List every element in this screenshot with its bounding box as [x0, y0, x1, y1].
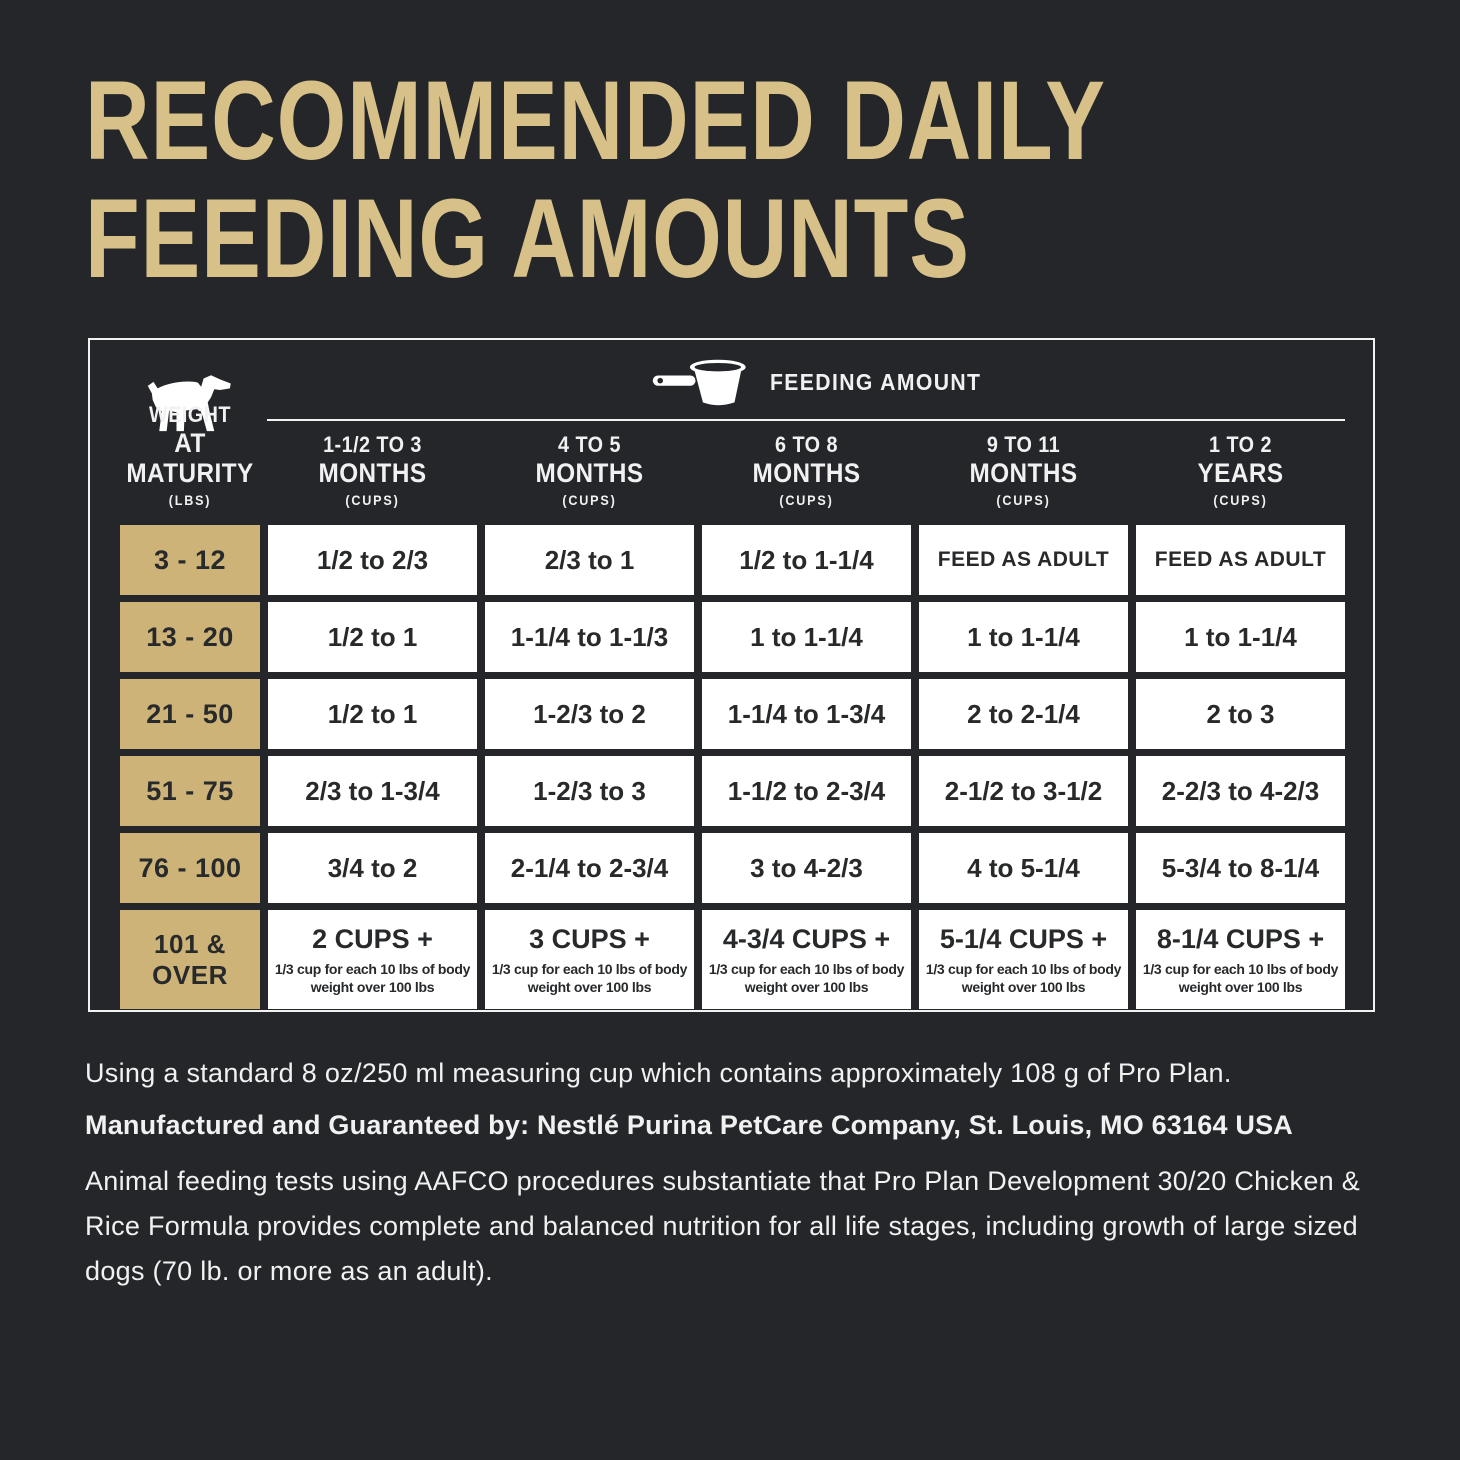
feeding-table-frame	[88, 338, 1375, 1012]
column-header-2	[495, 428, 683, 518]
page-title-line1: RECOMMENDED DAILY	[85, 58, 1106, 183]
feeding-value-cell: 2-2/3 to 4-2/3	[1136, 756, 1345, 826]
feeding-value-cell: 1 to 1-1/4	[1136, 602, 1345, 672]
feeding-value-cell: 2/3 to 1-3/4	[268, 756, 477, 826]
feeding-value-cell: 1/2 to 1-1/4	[702, 525, 911, 595]
feeding-value-cell: 2-1/2 to 3-1/2	[919, 756, 1128, 826]
feeding-value-cell: 1/2 to 1	[268, 679, 477, 749]
column-header-unit: (CUPS)	[562, 492, 617, 508]
column-header-3	[712, 428, 900, 518]
feeding-value-cell	[919, 910, 1128, 1009]
feeding-value-cell: 1-2/3 to 3	[485, 756, 694, 826]
cups-amount: 3 CUPS +	[529, 924, 650, 954]
feeding-table	[120, 402, 1345, 1009]
column-header-age: 6 TO 8	[775, 432, 838, 457]
feeding-amount-header	[650, 356, 1000, 408]
column-header-unit: (CUPS)	[779, 492, 834, 508]
feeding-value-cell: 1 to 1-1/4	[919, 602, 1128, 672]
column-header-period: MONTHS	[535, 458, 644, 488]
column-header-unit: (CUPS)	[345, 492, 400, 508]
feeding-value-cell: 2 to 3	[1136, 679, 1345, 749]
feeding-value-cell: 1/2 to 1	[268, 602, 477, 672]
feeding-value-cell	[485, 910, 694, 1009]
weight-range-cell: 13 - 20	[120, 602, 260, 672]
feeding-value-cell: 1-1/4 to 1-3/4	[702, 679, 911, 749]
weight-header-unit: (LBS)	[168, 492, 212, 508]
cups-amount: 8-1/4 CUPS +	[1156, 924, 1325, 954]
feeding-value-cell	[268, 910, 477, 1009]
cups-amount: 5-1/4 CUPS +	[939, 924, 1108, 954]
measuring-cup-icon	[650, 356, 754, 408]
cups-note: 1/3 cup for each 10 lbs of body weight over 100 lbs	[925, 961, 1122, 995]
cups-note: 1/3 cup for each 10 lbs of body weight over 100 lbs	[491, 961, 688, 995]
cups-note: 1/3 cup for each 10 lbs of body weight over 100 lbs	[708, 961, 905, 995]
page-title-line2: FEEDING AMOUNTS	[85, 176, 970, 301]
aafco-statement: Animal feeding tests using AAFCO procedures substantiate that Pro Plan Development 30/20 Chicken & Rice Formula provides complete and balanced nutrition for all life stages, including growth of large sized dogs (70 lb. or more as an adult).	[85, 1166, 1361, 1286]
feeding-value-cell: 2/3 to 1	[485, 525, 694, 595]
weight-column-header	[126, 402, 254, 518]
weight-range-cell: 3 - 12	[120, 525, 260, 595]
footer-notes	[85, 1058, 1381, 1294]
weight-range-cell: 21 - 50	[120, 679, 260, 749]
column-header-5	[1146, 428, 1334, 518]
column-header-age: 1-1/2 TO 3	[323, 432, 422, 457]
weight-range-line1: 101 &	[154, 928, 226, 959]
weight-range-cell: 76 - 100	[120, 833, 260, 903]
cups-amount: 4-3/4 CUPS +	[722, 924, 891, 954]
feeding-value-cell: 1-1/2 to 2-3/4	[702, 756, 911, 826]
column-header-period: MONTHS	[752, 458, 861, 488]
column-header-age: 1 TO 2	[1209, 432, 1272, 457]
column-header-period: MONTHS	[318, 458, 427, 488]
weight-range-cell	[120, 910, 260, 1009]
column-header-1	[278, 428, 466, 518]
column-header-age: 9 TO 11	[986, 432, 1061, 457]
column-header-period: MONTHS	[969, 458, 1078, 488]
feeding-value-cell: 1-1/4 to 1-1/3	[485, 602, 694, 672]
feeding-value-cell: FEED AS ADULT	[919, 525, 1128, 595]
manufacturer-note: Manufactured and Guaranteed by: Nestlé Purina PetCare Company, St. Louis, MO 63164 USA	[85, 1110, 1293, 1140]
feeding-amount-label: FEEDING AMOUNT	[770, 368, 982, 395]
feeding-value-cell	[1136, 910, 1345, 1009]
feeding-value-cell: 5-3/4 to 8-1/4	[1136, 833, 1345, 903]
cups-note: 1/3 cup for each 10 lbs of body weight over 100 lbs	[1142, 961, 1339, 995]
feeding-value-cell: FEED AS ADULT	[1136, 525, 1345, 595]
weight-header-line2: AT MATURITY	[126, 428, 254, 488]
column-header-4	[929, 428, 1117, 518]
feeding-value-cell: 3/4 to 2	[268, 833, 477, 903]
feeding-value-cell: 3 to 4-2/3	[702, 833, 911, 903]
feeding-value-cell: 1-2/3 to 2	[485, 679, 694, 749]
feeding-value-cell: 1/2 to 2/3	[268, 525, 477, 595]
feeding-value-cell: 4 to 5-1/4	[919, 833, 1128, 903]
measuring-cup-note: Using a standard 8 oz/250 ml measuring cup which contains approximately 108 g of Pro Plan.	[85, 1058, 1232, 1088]
weight-range-line2: OVER	[152, 959, 228, 990]
feeding-value-cell	[702, 910, 911, 1009]
column-header-period: YEARS	[1197, 458, 1284, 488]
feeding-value-cell: 1 to 1-1/4	[702, 602, 911, 672]
feeding-value-cell: 2-1/4 to 2-3/4	[485, 833, 694, 903]
weight-header-line1: WEIGHT	[149, 402, 231, 427]
feeding-value-cell: 2 to 2-1/4	[919, 679, 1128, 749]
column-header-unit: (CUPS)	[996, 492, 1051, 508]
cups-amount: 2 CUPS +	[312, 924, 433, 954]
column-header-age: 4 TO 5	[558, 432, 621, 457]
column-header-unit: (CUPS)	[1213, 492, 1268, 508]
header-separator-line	[267, 419, 1345, 421]
cups-note: 1/3 cup for each 10 lbs of body weight over 100 lbs	[274, 961, 471, 995]
page-title	[85, 58, 1106, 301]
weight-range-cell: 51 - 75	[120, 756, 260, 826]
